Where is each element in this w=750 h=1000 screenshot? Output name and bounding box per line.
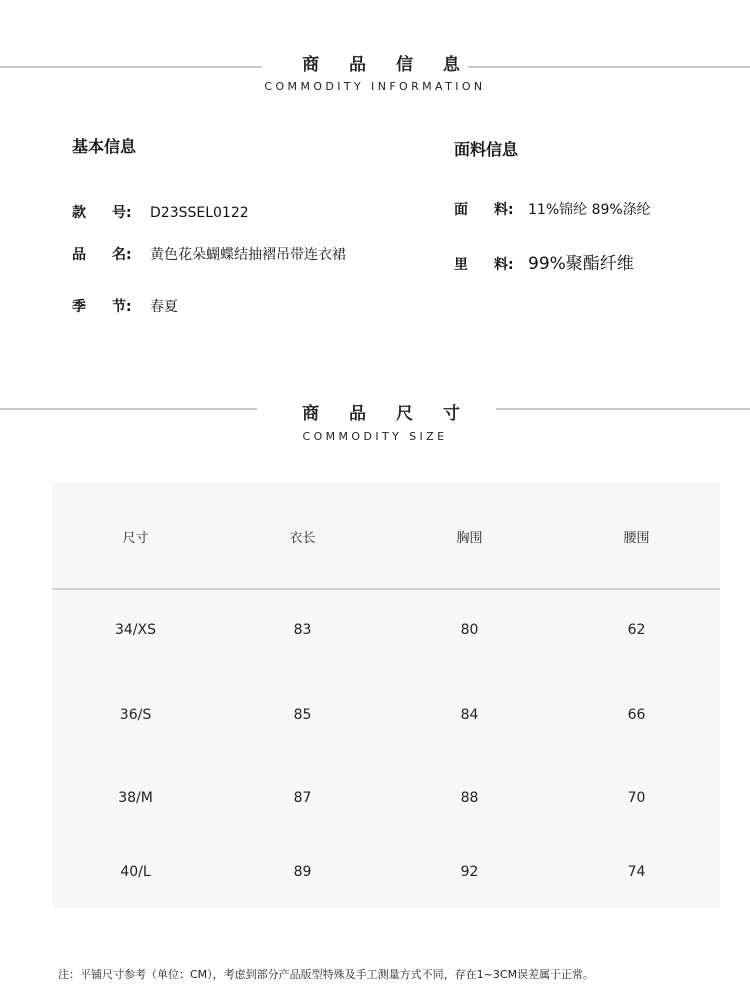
info-section-subtitle: COMMODITY INFORMATION <box>264 80 486 93</box>
label-char: 料: <box>494 202 514 218</box>
style-number-value: D23SSEL0122 <box>150 205 249 221</box>
table-cell: 38/M <box>118 790 153 806</box>
label-char: 料: <box>494 257 514 273</box>
table-cell: 34/XS <box>114 622 156 638</box>
basic-info-heading: 基本信息 <box>72 137 137 156</box>
table-header-length: 衣长 <box>289 531 316 546</box>
table-header-chest: 胸围 <box>456 531 483 546</box>
table-cell: 84 <box>460 707 479 723</box>
fabric-row-outer <box>454 199 651 219</box>
label-char: 面 <box>454 202 468 218</box>
label-char: 里 <box>454 257 468 273</box>
table-cell: 70 <box>627 790 646 806</box>
basic-row-season <box>72 296 178 316</box>
label-char: 品 <box>72 247 86 263</box>
table-cell: 92 <box>460 864 479 880</box>
label-char: 名: <box>112 247 132 263</box>
table-cell: 74 <box>627 864 646 880</box>
table-cell: 36/S <box>119 707 152 723</box>
label-char: 款 <box>72 205 86 221</box>
size-section-subtitle: COMMODITY SIZE <box>302 430 448 443</box>
table-cell: 88 <box>460 790 479 806</box>
label-char: 号: <box>112 205 132 221</box>
table-cell: 66 <box>627 707 646 723</box>
product-name-value: 黄色花朵蝴蝶结抽褶吊带连衣裙 <box>150 247 346 263</box>
fabric-row-lining <box>454 249 634 274</box>
table-cell: 80 <box>460 622 479 638</box>
season-value: 春夏 <box>150 299 178 315</box>
basic-row-product-name <box>72 244 346 264</box>
fabric-info-heading: 面料信息 <box>454 140 519 159</box>
basic-row-style-number <box>72 202 249 222</box>
size-table <box>52 482 720 908</box>
size-section-title: 商 品 尺 寸 <box>302 404 472 424</box>
table-header-waist: 腰围 <box>623 531 650 546</box>
measurement-note: 注：平铺尺寸参考（单位：CM），考虑到部分产品版型特殊及手工测量方式不同，存在1~3CM误差属于正常。 <box>58 968 595 981</box>
table-header-size: 尺寸 <box>122 531 149 546</box>
label-char: 节: <box>112 299 132 315</box>
label-char: 季 <box>72 299 86 315</box>
info-section-title: 商 品 信 息 <box>302 55 472 75</box>
outer-fabric-value: 11%锦纶 89%涤纶 <box>528 202 651 218</box>
table-cell: 89 <box>293 864 312 880</box>
table-cell: 83 <box>293 622 312 638</box>
table-cell: 87 <box>293 790 312 806</box>
table-cell: 62 <box>627 622 646 638</box>
table-cell: 85 <box>293 707 312 723</box>
lining-fabric-value: 99%聚酯纤维 <box>528 254 634 274</box>
table-header-divider <box>52 588 720 590</box>
table-cell: 40/L <box>120 864 151 880</box>
